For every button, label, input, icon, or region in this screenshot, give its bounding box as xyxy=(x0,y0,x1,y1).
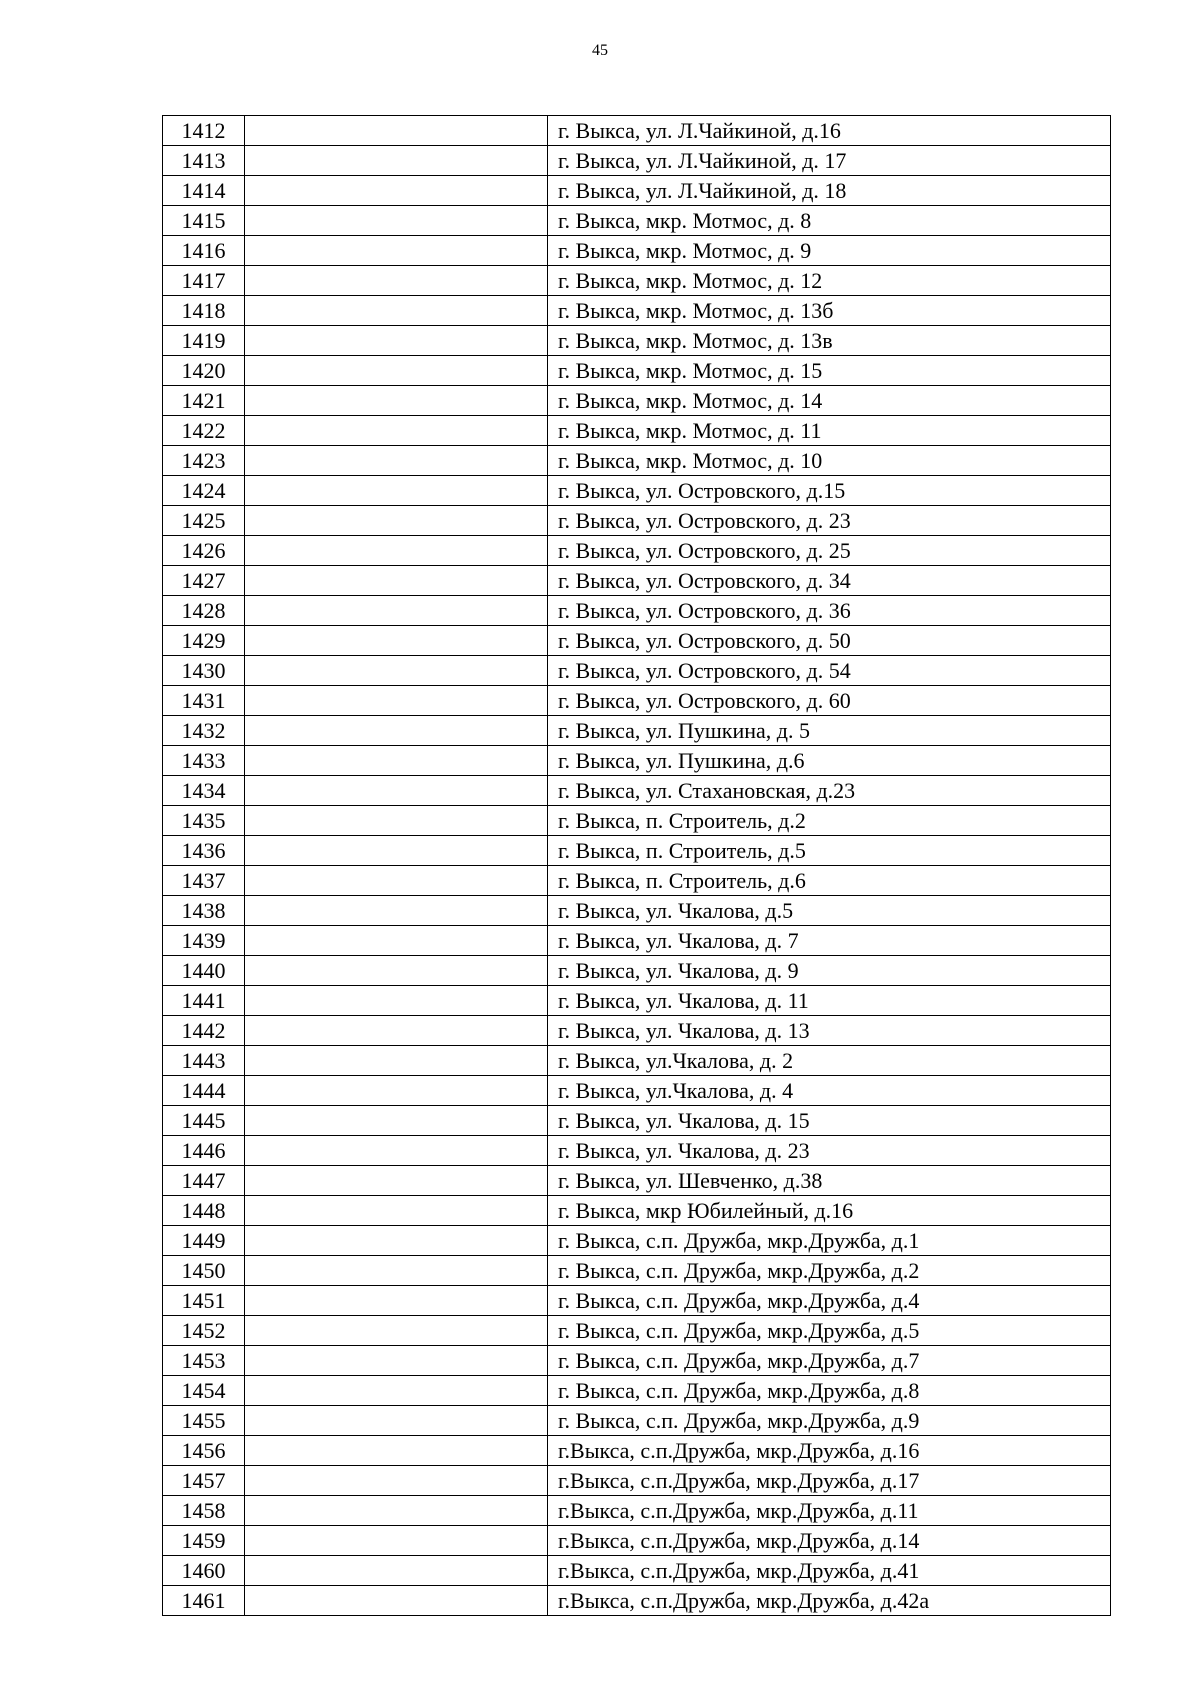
address-cell: г. Выкса, ул. Островского, д. 36 xyxy=(548,596,1111,626)
row-number: 1444 xyxy=(163,1076,245,1106)
row-number: 1416 xyxy=(163,236,245,266)
empty-cell xyxy=(245,1196,548,1226)
address-cell: г. Выкса, ул. Л.Чайкиной, д.16 xyxy=(548,116,1111,146)
address-cell: г. Выкса, ул. Островского, д. 34 xyxy=(548,566,1111,596)
table-row xyxy=(163,506,1111,536)
address-cell: г. Выкса, мкр. Мотмос, д. 10 xyxy=(548,446,1111,476)
table-row xyxy=(163,1556,1111,1586)
empty-cell xyxy=(245,836,548,866)
address-cell: г. Выкса, мкр. Мотмос, д. 15 xyxy=(548,356,1111,386)
page-number: 45 xyxy=(592,42,608,59)
empty-cell xyxy=(245,1556,548,1586)
row-number: 1450 xyxy=(163,1256,245,1286)
empty-cell xyxy=(245,1286,548,1316)
table-row xyxy=(163,806,1111,836)
address-cell: г. Выкса, ул. Чкалова, д. 13 xyxy=(548,1016,1111,1046)
row-number: 1430 xyxy=(163,656,245,686)
row-number: 1420 xyxy=(163,356,245,386)
table-row xyxy=(163,206,1111,236)
empty-cell xyxy=(245,1406,548,1436)
address-cell: г. Выкса, ул. Чкалова, д. 11 xyxy=(548,986,1111,1016)
table-row xyxy=(163,1196,1111,1226)
row-number: 1432 xyxy=(163,716,245,746)
table-row xyxy=(163,776,1111,806)
row-number: 1426 xyxy=(163,536,245,566)
address-cell: г. Выкса, п. Строитель, д.2 xyxy=(548,806,1111,836)
address-cell: г.Выкса, с.п.Дружба, мкр.Дружба, д.41 xyxy=(548,1556,1111,1586)
address-cell: г. Выкса, ул. Островского, д. 54 xyxy=(548,656,1111,686)
empty-cell xyxy=(245,476,548,506)
address-cell: г. Выкса, ул. Л.Чайкиной, д. 18 xyxy=(548,176,1111,206)
table-row xyxy=(163,1496,1111,1526)
row-number: 1427 xyxy=(163,566,245,596)
empty-cell xyxy=(245,446,548,476)
table-row xyxy=(163,596,1111,626)
row-number: 1431 xyxy=(163,686,245,716)
address-cell: г. Выкса, мкр. Мотмос, д. 9 xyxy=(548,236,1111,266)
address-cell: г. Выкса, ул. Островского, д. 50 xyxy=(548,626,1111,656)
table-row xyxy=(163,716,1111,746)
row-number: 1459 xyxy=(163,1526,245,1556)
row-number: 1418 xyxy=(163,296,245,326)
address-cell: г. Выкса, ул. Чкалова, д. 15 xyxy=(548,1106,1111,1136)
row-number: 1457 xyxy=(163,1466,245,1496)
table-row xyxy=(163,1376,1111,1406)
empty-cell xyxy=(245,896,548,926)
address-cell: г. Выкса, с.п. Дружба, мкр.Дружба, д.9 xyxy=(548,1406,1111,1436)
table-row xyxy=(163,986,1111,1016)
table-row xyxy=(163,866,1111,896)
address-cell: г. Выкса, ул.Чкалова, д. 2 xyxy=(548,1046,1111,1076)
table-row xyxy=(163,146,1111,176)
row-number: 1425 xyxy=(163,506,245,536)
row-number: 1453 xyxy=(163,1346,245,1376)
address-cell: г. Выкса, ул. Островского, д.15 xyxy=(548,476,1111,506)
row-number: 1423 xyxy=(163,446,245,476)
empty-cell xyxy=(245,1376,548,1406)
address-cell: г. Выкса, ул. Чкалова, д. 9 xyxy=(548,956,1111,986)
empty-cell xyxy=(245,326,548,356)
table-row xyxy=(163,1316,1111,1346)
empty-cell xyxy=(245,956,548,986)
table-row xyxy=(163,1016,1111,1046)
row-number: 1454 xyxy=(163,1376,245,1406)
address-cell: г. Выкса, ул. Л.Чайкиной, д. 17 xyxy=(548,146,1111,176)
row-number: 1412 xyxy=(163,116,245,146)
table-row xyxy=(163,176,1111,206)
table-row xyxy=(163,1436,1111,1466)
empty-cell xyxy=(245,356,548,386)
row-number: 1422 xyxy=(163,416,245,446)
table-row xyxy=(163,1166,1111,1196)
table-row xyxy=(163,236,1111,266)
address-cell: г. Выкса, мкр. Мотмос, д. 14 xyxy=(548,386,1111,416)
table-row xyxy=(163,1586,1111,1616)
address-cell: г. Выкса, ул. Чкалова, д. 7 xyxy=(548,926,1111,956)
empty-cell xyxy=(245,1016,548,1046)
row-number: 1452 xyxy=(163,1316,245,1346)
address-cell: г. Выкса, ул. Островского, д. 60 xyxy=(548,686,1111,716)
row-number: 1456 xyxy=(163,1436,245,1466)
table-row xyxy=(163,1076,1111,1106)
address-cell: г. Выкса, ул.Чкалова, д. 4 xyxy=(548,1076,1111,1106)
empty-cell xyxy=(245,386,548,416)
empty-cell xyxy=(245,1436,548,1466)
address-cell: г.Выкса, с.п.Дружба, мкр.Дружба, д.14 xyxy=(548,1526,1111,1556)
row-number: 1448 xyxy=(163,1196,245,1226)
table-row xyxy=(163,326,1111,356)
row-number: 1421 xyxy=(163,386,245,416)
empty-cell xyxy=(245,266,548,296)
row-number: 1442 xyxy=(163,1016,245,1046)
table-row xyxy=(163,476,1111,506)
address-cell: г. Выкса, ул. Чкалова, д.5 xyxy=(548,896,1111,926)
row-number: 1449 xyxy=(163,1226,245,1256)
table-row xyxy=(163,1406,1111,1436)
address-cell: г. Выкса, п. Строитель, д.5 xyxy=(548,836,1111,866)
address-cell: г. Выкса, с.п. Дружба, мкр.Дружба, д.5 xyxy=(548,1316,1111,1346)
address-cell: г. Выкса, с.п. Дружба, мкр.Дружба, д.1 xyxy=(548,1226,1111,1256)
empty-cell xyxy=(245,596,548,626)
address-cell: г. Выкса, ул. Чкалова, д. 23 xyxy=(548,1136,1111,1166)
empty-cell xyxy=(245,1346,548,1376)
row-number: 1434 xyxy=(163,776,245,806)
table-row xyxy=(163,1256,1111,1286)
table-row xyxy=(163,1466,1111,1496)
empty-cell xyxy=(245,686,548,716)
row-number: 1438 xyxy=(163,896,245,926)
address-cell: г. Выкса, ул. Пушкина, д. 5 xyxy=(548,716,1111,746)
table-row xyxy=(163,416,1111,446)
empty-cell xyxy=(245,656,548,686)
address-cell: г. Выкса, ул. Стахановская, д.23 xyxy=(548,776,1111,806)
row-number: 1433 xyxy=(163,746,245,776)
row-number: 1435 xyxy=(163,806,245,836)
table-row xyxy=(163,296,1111,326)
empty-cell xyxy=(245,1166,548,1196)
address-cell: г. Выкса, мкр Юбилейный, д.16 xyxy=(548,1196,1111,1226)
empty-cell xyxy=(245,1496,548,1526)
row-number: 1440 xyxy=(163,956,245,986)
address-cell: г. Выкса, п. Строитель, д.6 xyxy=(548,866,1111,896)
table-row xyxy=(163,746,1111,776)
empty-cell xyxy=(245,116,548,146)
address-cell: г. Выкса, ул. Островского, д. 23 xyxy=(548,506,1111,536)
table-row xyxy=(163,896,1111,926)
row-number: 1460 xyxy=(163,1556,245,1586)
empty-cell xyxy=(245,866,548,896)
address-cell: г. Выкса, с.п. Дружба, мкр.Дружба, д.8 xyxy=(548,1376,1111,1406)
address-cell: г. Выкса, ул. Островского, д. 25 xyxy=(548,536,1111,566)
empty-cell xyxy=(245,1586,548,1616)
table-row xyxy=(163,116,1111,146)
table-row xyxy=(163,1286,1111,1316)
address-cell: г.Выкса, с.п.Дружба, мкр.Дружба, д.16 xyxy=(548,1436,1111,1466)
address-cell: г. Выкса, с.п. Дружба, мкр.Дружба, д.4 xyxy=(548,1286,1111,1316)
table-row xyxy=(163,626,1111,656)
address-cell: г. Выкса, мкр. Мотмос, д. 12 xyxy=(548,266,1111,296)
table-row xyxy=(163,266,1111,296)
empty-cell xyxy=(245,566,548,596)
table-row xyxy=(163,446,1111,476)
row-number: 1455 xyxy=(163,1406,245,1436)
empty-cell xyxy=(245,1076,548,1106)
row-number: 1428 xyxy=(163,596,245,626)
row-number: 1441 xyxy=(163,986,245,1016)
address-cell: г. Выкса, мкр. Мотмос, д. 11 xyxy=(548,416,1111,446)
row-number: 1436 xyxy=(163,836,245,866)
table-row xyxy=(163,566,1111,596)
table-row xyxy=(163,926,1111,956)
empty-cell xyxy=(245,1136,548,1166)
row-number: 1461 xyxy=(163,1586,245,1616)
row-number: 1424 xyxy=(163,476,245,506)
empty-cell xyxy=(245,1526,548,1556)
row-number: 1447 xyxy=(163,1166,245,1196)
empty-cell xyxy=(245,296,548,326)
row-number: 1413 xyxy=(163,146,245,176)
empty-cell xyxy=(245,926,548,956)
empty-cell xyxy=(245,536,548,566)
row-number: 1458 xyxy=(163,1496,245,1526)
address-cell: г.Выкса, с.п.Дружба, мкр.Дружба, д.17 xyxy=(548,1466,1111,1496)
empty-cell xyxy=(245,506,548,536)
address-cell: г. Выкса, ул. Пушкина, д.6 xyxy=(548,746,1111,776)
empty-cell xyxy=(245,1226,548,1256)
table-row xyxy=(163,1526,1111,1556)
table-row xyxy=(163,386,1111,416)
empty-cell xyxy=(245,1466,548,1496)
row-number: 1445 xyxy=(163,1106,245,1136)
empty-cell xyxy=(245,746,548,776)
address-cell: г. Выкса, ул. Шевченко, д.38 xyxy=(548,1166,1111,1196)
row-number: 1451 xyxy=(163,1286,245,1316)
table-row xyxy=(163,836,1111,866)
table-row xyxy=(163,656,1111,686)
table-row xyxy=(163,686,1111,716)
table-row xyxy=(163,1226,1111,1256)
address-table xyxy=(162,115,1111,1616)
table-row xyxy=(163,1346,1111,1376)
empty-cell xyxy=(245,146,548,176)
table-row xyxy=(163,1046,1111,1076)
empty-cell xyxy=(245,176,548,206)
row-number: 1419 xyxy=(163,326,245,356)
address-cell: г. Выкса, мкр. Мотмос, д. 8 xyxy=(548,206,1111,236)
table-row xyxy=(163,956,1111,986)
address-table-body xyxy=(163,116,1111,1616)
address-cell: г. Выкса, с.п. Дружба, мкр.Дружба, д.2 xyxy=(548,1256,1111,1286)
row-number: 1439 xyxy=(163,926,245,956)
empty-cell xyxy=(245,986,548,1016)
row-number: 1415 xyxy=(163,206,245,236)
empty-cell xyxy=(245,1256,548,1286)
empty-cell xyxy=(245,1046,548,1076)
row-number: 1437 xyxy=(163,866,245,896)
empty-cell xyxy=(245,716,548,746)
empty-cell xyxy=(245,626,548,656)
row-number: 1443 xyxy=(163,1046,245,1076)
address-cell: г.Выкса, с.п.Дружба, мкр.Дружба, д.42а xyxy=(548,1586,1111,1616)
table-row xyxy=(163,1106,1111,1136)
row-number: 1417 xyxy=(163,266,245,296)
address-cell: г.Выкса, с.п.Дружба, мкр.Дружба, д.11 xyxy=(548,1496,1111,1526)
address-cell: г. Выкса, мкр. Мотмос, д. 13б xyxy=(548,296,1111,326)
table-row xyxy=(163,536,1111,566)
table-row xyxy=(163,356,1111,386)
row-number: 1414 xyxy=(163,176,245,206)
row-number: 1446 xyxy=(163,1136,245,1166)
empty-cell xyxy=(245,776,548,806)
empty-cell xyxy=(245,806,548,836)
row-number: 1429 xyxy=(163,626,245,656)
empty-cell xyxy=(245,206,548,236)
empty-cell xyxy=(245,1106,548,1136)
address-cell: г. Выкса, с.п. Дружба, мкр.Дружба, д.7 xyxy=(548,1346,1111,1376)
address-cell: г. Выкса, мкр. Мотмос, д. 13в xyxy=(548,326,1111,356)
empty-cell xyxy=(245,416,548,446)
empty-cell xyxy=(245,236,548,266)
empty-cell xyxy=(245,1316,548,1346)
table-row xyxy=(163,1136,1111,1166)
